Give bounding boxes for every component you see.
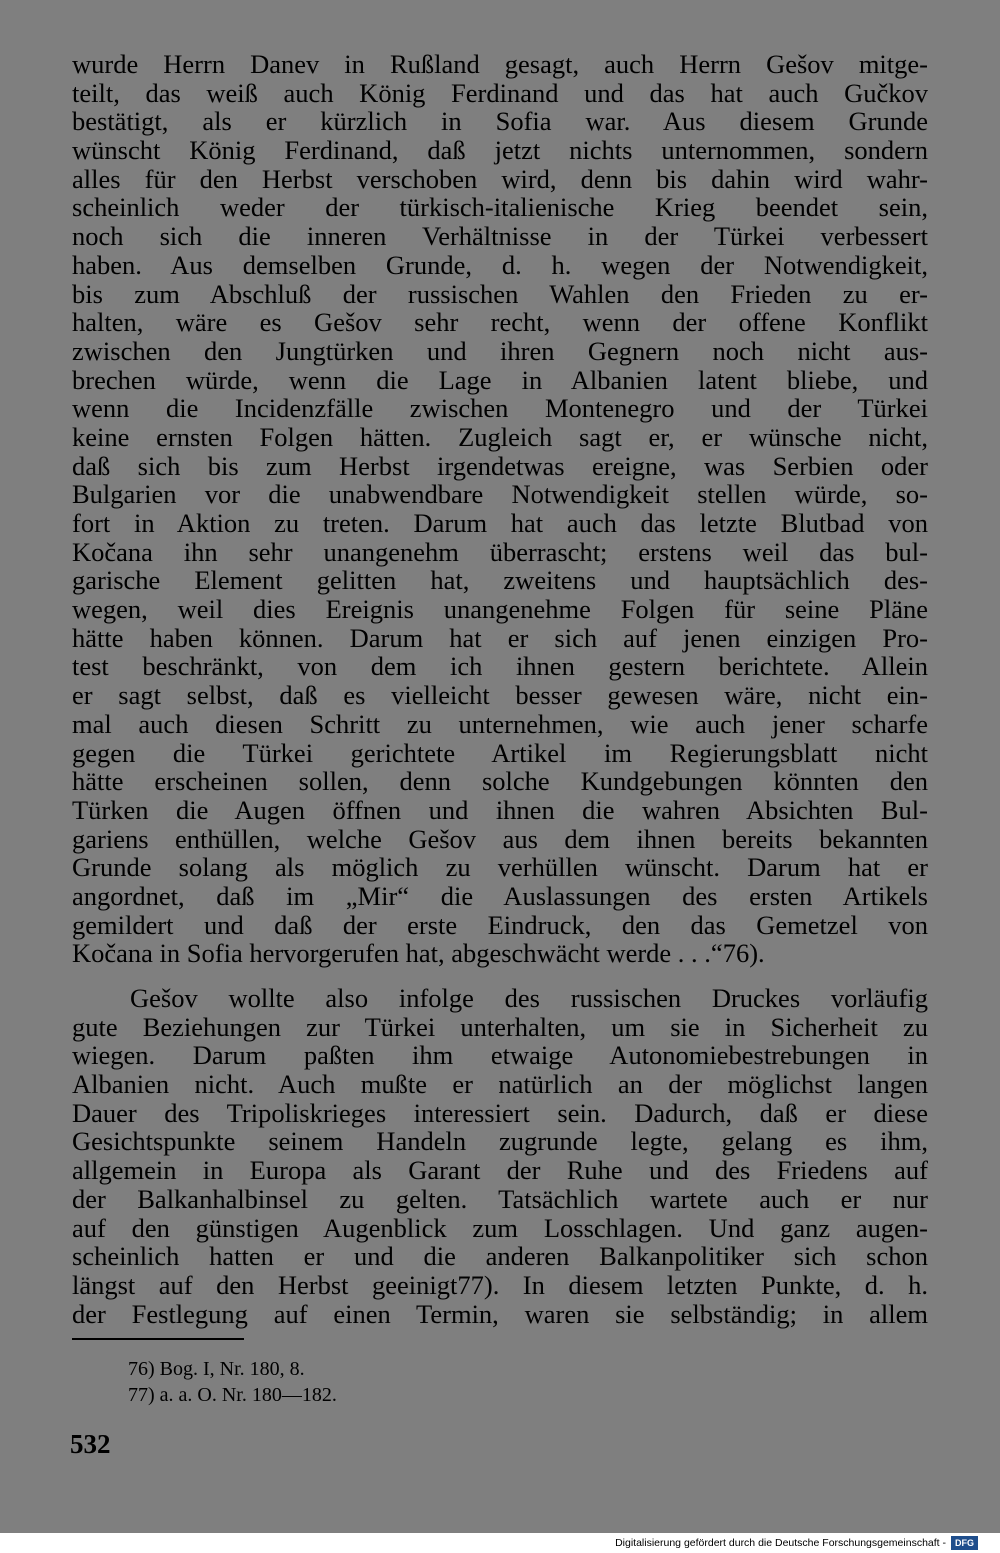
text-line: halten, wäre es Gešov sehr recht, wenn der offene Konflikt	[72, 307, 928, 338]
text-line: test beschränkt, von dem ich ihnen gestern berichtete. Allein	[72, 651, 928, 682]
text-line: Gešov wollte also infolge des russischen Druckes vorläufig	[130, 983, 928, 1013]
text-line: noch sich die inneren Verhältnisse in der Türkei verbessert	[72, 221, 928, 252]
text-line: brechen würde, wenn die Lage in Albanien latent bliebe, und	[72, 364, 928, 395]
digitization-credit: Digitalisierung gefördert durch die Deutsche Forschungsgemeinschaft -	[615, 1537, 946, 1549]
text-line: hätte erscheinen sollen, denn solche Kundgebungen könnten den	[72, 766, 928, 797]
text-line: er sagt selbst, daß es vielleicht besser gewesen wäre, nicht ein-	[72, 680, 928, 711]
page-number: 532	[70, 1429, 111, 1459]
dfg-logo: DFG	[951, 1536, 978, 1550]
text-line: daß sich bis zum Herbst irgendetwas ereigne, was Serbien oder	[72, 450, 928, 481]
text-line: gute Beziehungen zur Türkei unterhalten, um sie in Sicherheit zu	[72, 1011, 928, 1042]
text-line: gegen die Türkei gerichtete Artikel im Regierungsblatt nicht	[72, 737, 928, 768]
text-line: auf den günstigen Augenblick zum Losschlagen. Und ganz augen-	[72, 1212, 928, 1243]
text-line: wünscht König Ferdinand, daß jetzt nichts unternommen, sondern	[72, 135, 928, 166]
text-line: Grunde solang als möglich zu verhüllen wünscht. Darum hat er	[72, 852, 928, 883]
text-line: wiegen. Darum paßten ihm etwaige Autonomiebestrebungen in	[72, 1040, 928, 1071]
text-line: angordnet, daß im „Mir“ die Auslassungen des ersten Artikels	[72, 880, 928, 911]
text-line: wenn die Incidenzfälle zwischen Montenegro und der Türkei	[72, 393, 928, 424]
footnote-76: 76) Bog. I, Nr. 180, 8.	[128, 1358, 305, 1380]
text-line: Dauer des Tripoliskrieges interessiert sein. Dadurch, daß er diese	[72, 1097, 928, 1128]
text-line: der Balkanhalbinsel zu gelten. Tatsächlich wartete auch er nur	[72, 1183, 928, 1214]
text-line: garische Element gelitten hat, zweitens und hauptsächlich des-	[72, 565, 928, 596]
footnotes	[128, 1356, 337, 1408]
text-line: mal auch diesen Schritt zu unternehmen, wie auch jener scharfe	[72, 708, 928, 739]
footnote-divider	[72, 1338, 244, 1340]
text-line: wurde Herrn Danev in Rußland gesagt, auch Herrn Gešov mitge-	[72, 49, 928, 79]
text-line: wegen, weil dies Ereignis unangenehme Folgen für seine Pläne	[72, 594, 928, 625]
body-paragraph-1	[72, 50, 928, 968]
text-line: teilt, das weiß auch König Ferdinand und das hat auch Gučkov	[72, 77, 928, 108]
text-line: Albanien nicht. Auch mußte er natürlich an der möglichst langen	[72, 1069, 928, 1100]
body-paragraph-2	[72, 984, 928, 1328]
text-line: Türken die Augen öffnen und ihnen die wahren Absichten Bul-	[72, 794, 928, 825]
footnote-77: 77) a. a. O. Nr. 180—182.	[128, 1384, 337, 1406]
text-line: gemildert und daß der erste Eindruck, den das Gemetzel von	[72, 909, 928, 940]
text-line: keine ernsten Folgen hätten. Zugleich sagt er, er wünsche nicht,	[72, 421, 928, 452]
text-line: hätte haben können. Darum hat er sich auf jenen einzigen Pro-	[72, 622, 928, 653]
text-line: allgemein in Europa als Garant der Ruhe und des Friedens auf	[72, 1155, 928, 1186]
text-line: bestätigt, als er kürzlich in Sofia war. Aus diesem Grunde	[72, 106, 928, 137]
text-line: zwischen den Jungtürken und ihren Gegnern noch nicht aus-	[72, 335, 928, 366]
text-line: gariens enthüllen, welche Gešov aus dem ihnen bereits bekannten	[72, 823, 928, 854]
text-line: Bulgarien vor die unabwendbare Notwendigkeit stellen würde, so-	[72, 479, 928, 510]
text-line: bis zum Abschluß der russischen Wahlen den Frieden zu er-	[72, 278, 928, 309]
text-line: scheinlich hatten er und die anderen Balkanpolitiker sich schon	[72, 1241, 928, 1272]
text-line: längst auf den Herbst geeinigt77). In diesem letzten Punkte, d. h.	[72, 1269, 928, 1300]
text-line: haben. Aus demselben Grunde, d. h. wegen der Notwendigkeit,	[72, 249, 928, 280]
text-line: scheinlich weder der türkisch-italienische Krieg beendet sein,	[72, 192, 928, 223]
text-line: Gesichtspunkte seinem Handeln zugrunde legte, gelang es ihm,	[72, 1126, 928, 1157]
text-line: alles für den Herbst verschoben wird, denn bis dahin wird wahr-	[72, 163, 928, 194]
text-line: fort in Aktion zu treten. Darum hat auch das letzte Blutbad von	[72, 508, 928, 538]
text-line: der Festlegung auf einen Termin, waren sie selbständig; in allem	[72, 1298, 928, 1329]
text-line: Kočana in Sofia hervorgerufen hat, abgeschwächt werde . . .“76).	[72, 938, 765, 969]
text-line: Kočana ihn sehr unangenehm überrascht; erstens weil das bul-	[72, 536, 928, 567]
